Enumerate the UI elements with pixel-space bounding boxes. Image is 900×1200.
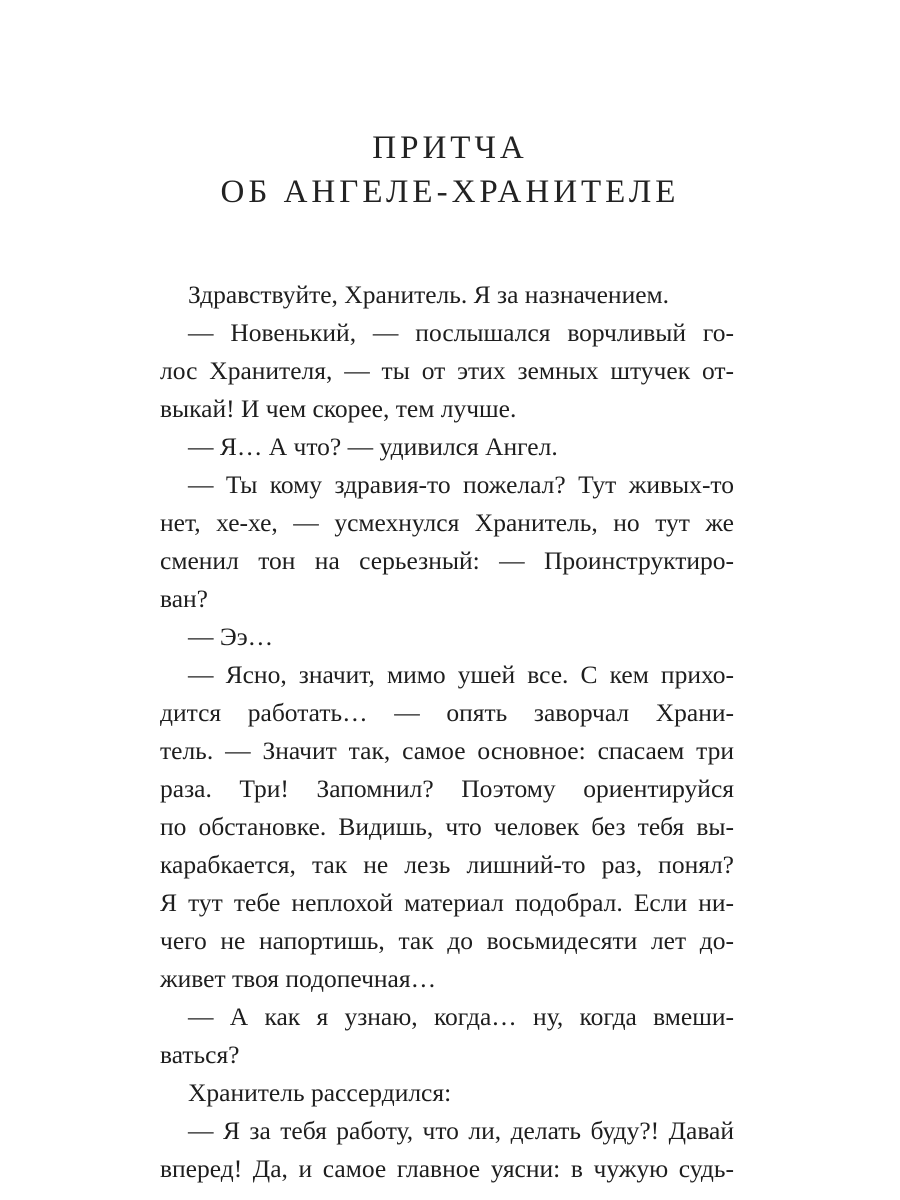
text-line: — Ты кому здравия-то пожелал? Тут живых-то [188, 470, 734, 499]
text-line: лос Хранителя, — ты от этих земных штучек от- [160, 356, 734, 385]
text-line: сменил тон на серьезный: — Проинструктиро- [160, 546, 734, 575]
chapter-title-line-2: ОБ АНГЕЛЕ-ХРАНИТЕЛЕ [220, 174, 680, 210]
text-line: выкай! И чем скорее, тем лучше. [160, 394, 517, 423]
text-line: — Ээ… [188, 622, 274, 651]
chapter-title-line-1: ПРИТЧА [372, 130, 528, 166]
text-line: живет твоя подопечная… [160, 964, 437, 993]
text-line: — Я за тебя работу, что ли, делать буду?! Давай [188, 1116, 734, 1145]
text-line: по обстановке. Видишь, что человек без тебя вы- [160, 812, 734, 841]
text-line: нет, хе-хе, — усмехнулся Хранитель, но тут же [160, 508, 734, 537]
text-line: ваться? [160, 1040, 240, 1069]
text-line: — Ясно, значит, мимо ушей все. С кем прихо- [188, 660, 734, 689]
text-line: чего не напортишь, так до восьмидесяти лет до- [160, 926, 734, 955]
chapter-title [0, 126, 900, 214]
text-line: Здравствуйте, Хранитель. Я за назначением. [188, 280, 670, 309]
text-line: карабкается, так не лезь лишний-то раз, понял? [160, 850, 734, 879]
text-line: Я тут тебе неплохой материал подобрал. Если ни- [160, 888, 734, 917]
text-line: — Я… А что? — удивился Ангел. [188, 432, 558, 461]
text-line: — А как я узнаю, когда… ну, когда вмеши- [188, 1002, 734, 1031]
text-line: тель. — Значит так, самое основное: спасаем три [160, 736, 734, 765]
text-line: дится работать… — опять заворчал Храни- [160, 698, 734, 727]
text-line: — Новенький, — послышался ворчливый го- [188, 318, 734, 347]
body-text [160, 276, 734, 1188]
text-line: вперед! Да, и самое главное уясни: в чужую судь- [160, 1154, 734, 1183]
text-line: Хранитель рассердился: [188, 1078, 452, 1107]
text-line: раза. Три! Запомнил? Поэтому ориентируйся [160, 774, 734, 803]
text-line: ван? [160, 584, 208, 613]
